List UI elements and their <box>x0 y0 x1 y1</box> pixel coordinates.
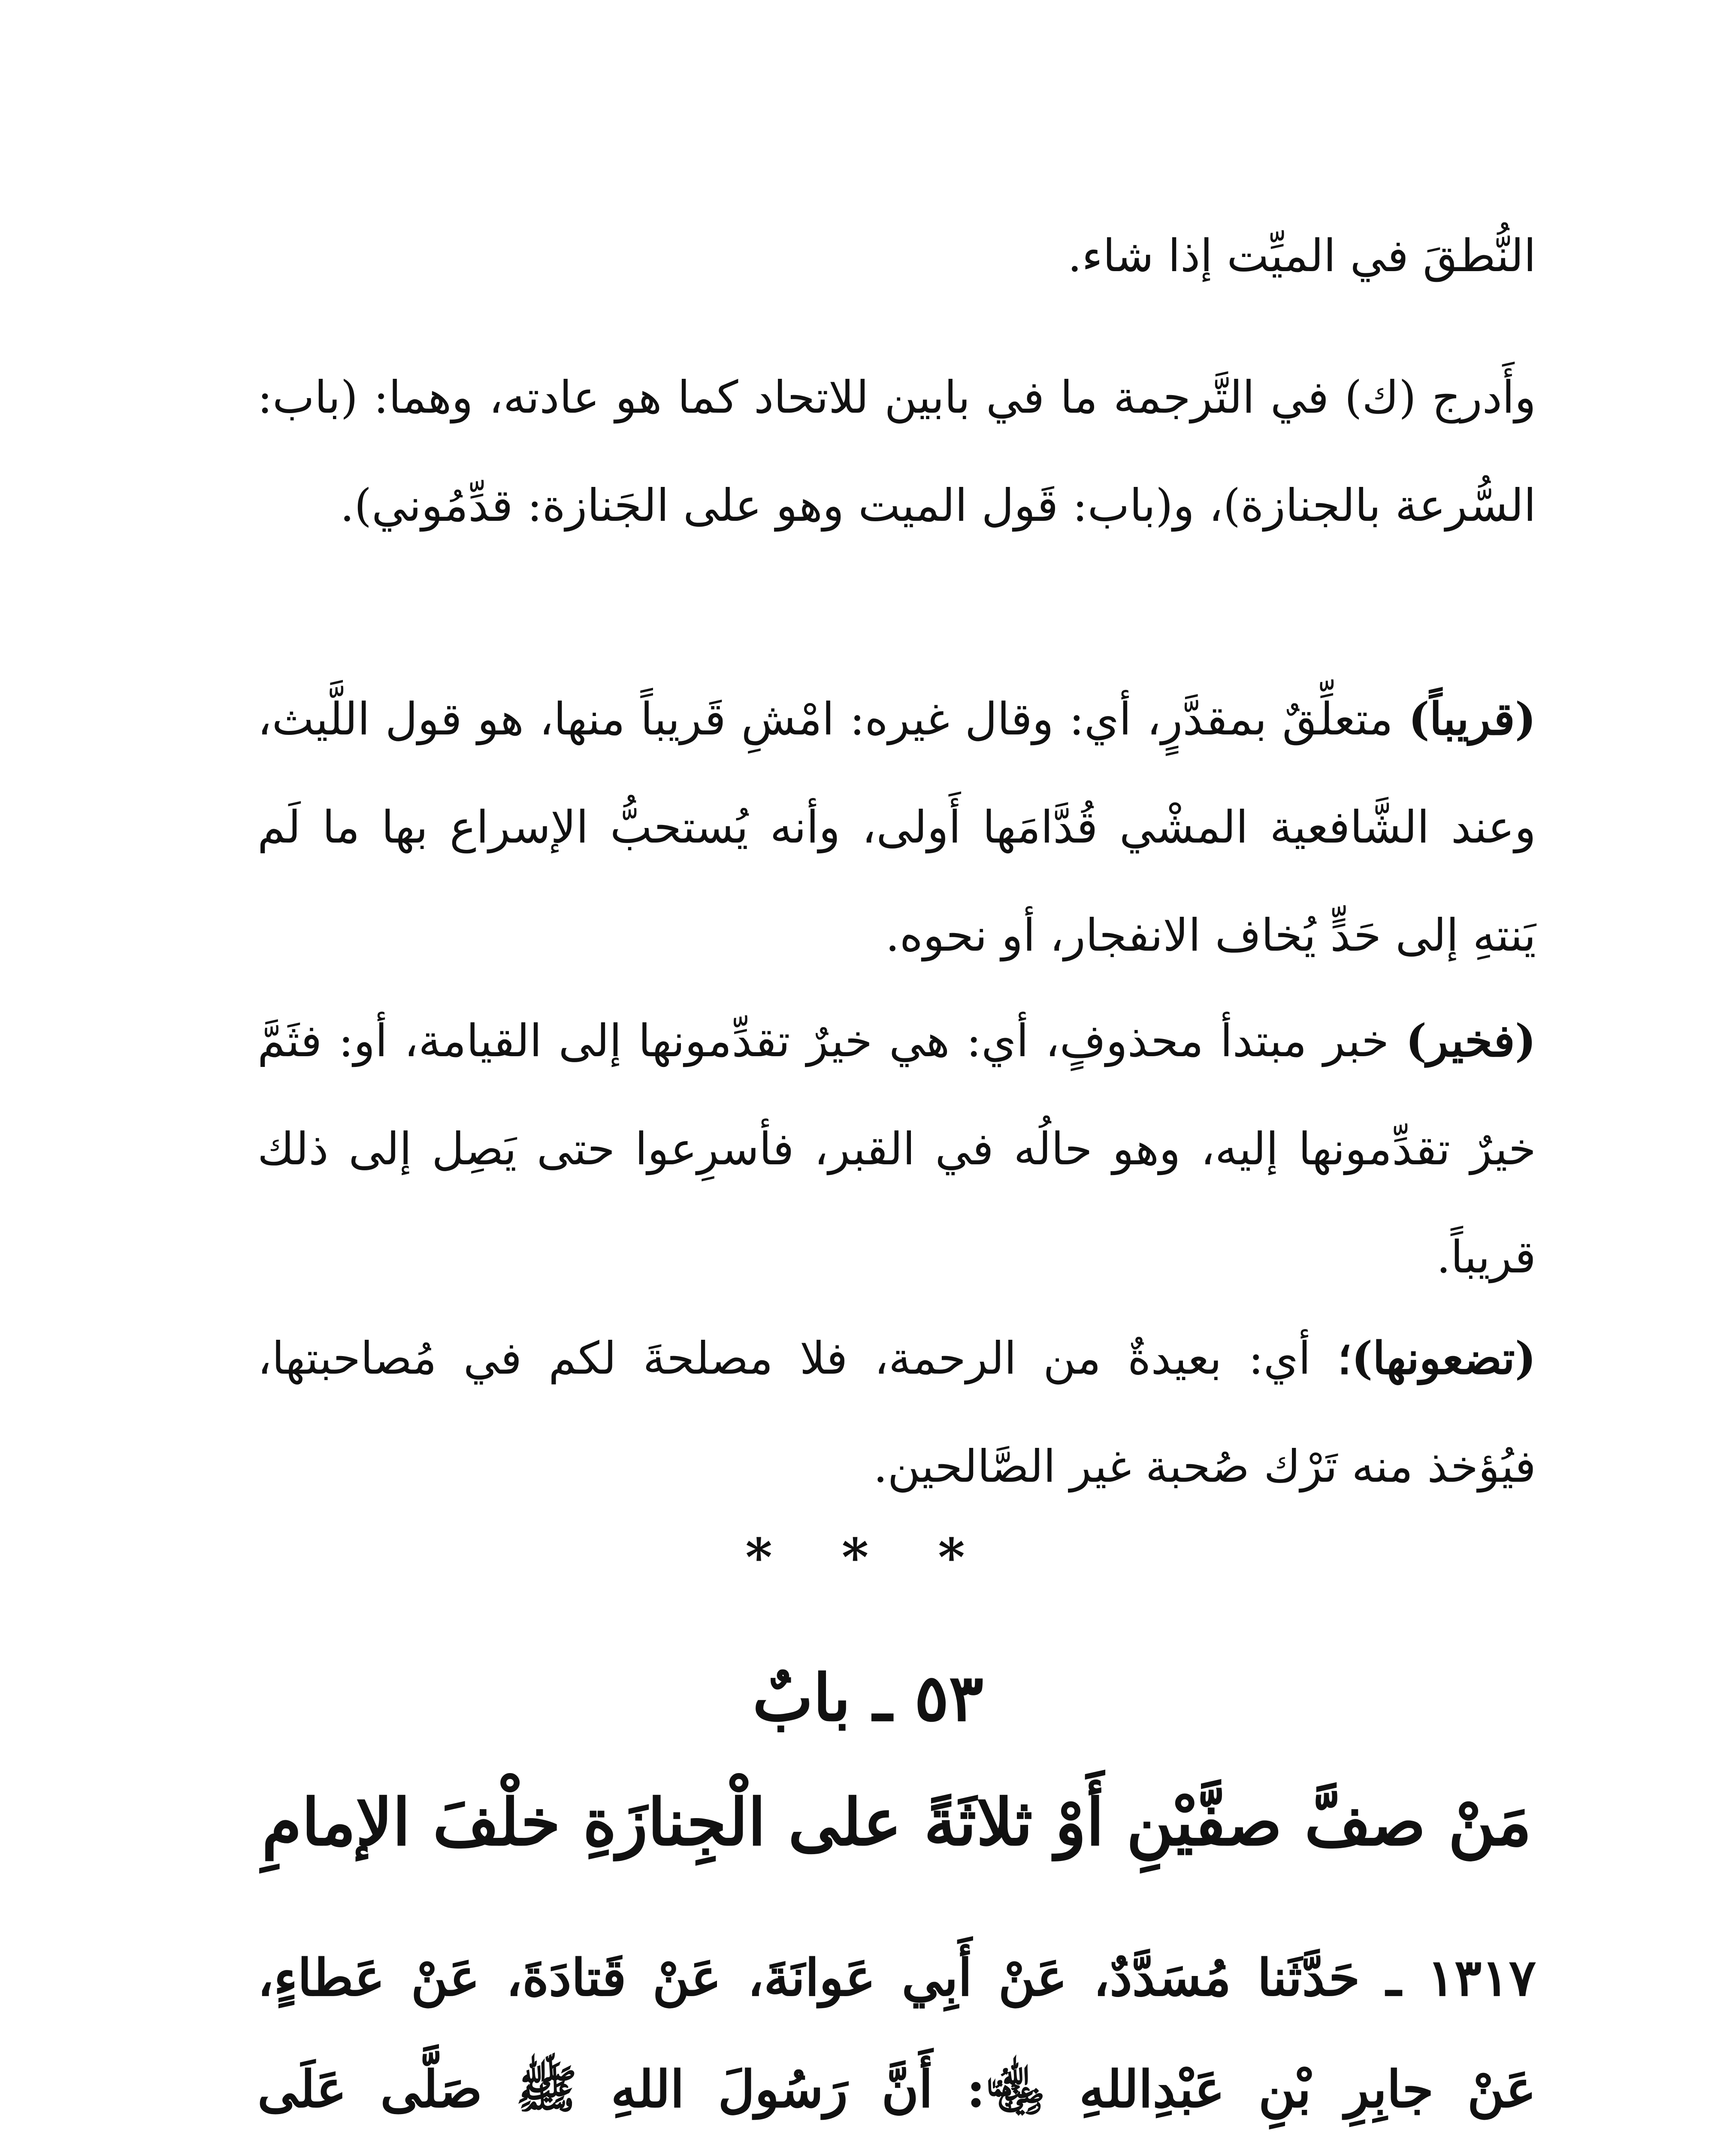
commentary-paragraph-1 <box>257 202 1536 310</box>
hadith-text: ١٣١٧ ـ حَدَّثَنا مُسَدَّدٌ، عَنْ أَبِي عَوانَةَ، عَنْ قَتادَةَ، عَنْ عَطاءٍ، عَنْ جابِرِ بْنِ عَبْدِاللهِ ﵄: أَنَّ رَسُولَ اللهِ ﷺ صَلَّى عَلَى <box>257 1948 1536 2119</box>
commentary-paragraph-2 <box>257 343 1536 559</box>
commentary-paragraph-3 <box>257 665 1536 989</box>
paragraph-term: (قريباً) <box>1408 692 1536 745</box>
paragraph-text: وأَدرج (ك) في التَّرجمة ما في بابين للاتحاد كما هو عادته، وهما: (باب: السُّرعة بالجنازة)، و(باب: قَول الميت وهو على الجَنازة: قدِّمُوني). <box>257 371 1536 532</box>
paragraph-text: النُّطقَ في الميِّت إذا شاء. <box>1068 230 1536 282</box>
commentary-paragraph-4 <box>257 987 1536 1311</box>
chapter-title: مَنْ صفَّ صفَّيْنِ أَوْ ثلاثَةً على الْجِنازَةِ خلْفَ الإمامِ <box>262 1785 1532 1860</box>
paragraph-text: متعلِّقٌ بمقدَّرٍ، أي: وقال غيره: امْشِ قَريباً منها، هو قول اللَّيث، وعند الشَّافعية المشْي قُدَّامَها أَولى، وأنه يُستحبُّ الإسراع بها ما لَم يَنتهِ إلى حَدٍّ يُخاف الانفجار، أو نحوه. <box>257 693 1536 961</box>
paragraph-term: (فخير) <box>1405 1014 1536 1067</box>
paragraph-text: خبر مبتدأ محذوفٍ، أي: هي خيرٌ تقدِّمونها إلى القيامة، أو: فثَمَّ خيرٌ تقدِّمونها إليه، وهو حالُه في القبر، فأسرِعوا حتى يَصِل إلى ذلك قريباً. <box>257 1015 1536 1283</box>
commentary-paragraph-5 <box>257 1304 1536 1520</box>
paragraph-term: (تضعونها)؛ <box>1337 1332 1536 1384</box>
paragraph-text: أي: بعيدةٌ من الرحمة، فلا مصلحةَ لكم في مُصاحبتها، فيُؤخذ منه تَرْك صُحبة غير الصَّالحين. <box>257 1332 1536 1492</box>
chapter-number: ٥٣ ـ بابٌ <box>752 1660 984 1736</box>
section-separator: * * * <box>745 1527 991 1588</box>
